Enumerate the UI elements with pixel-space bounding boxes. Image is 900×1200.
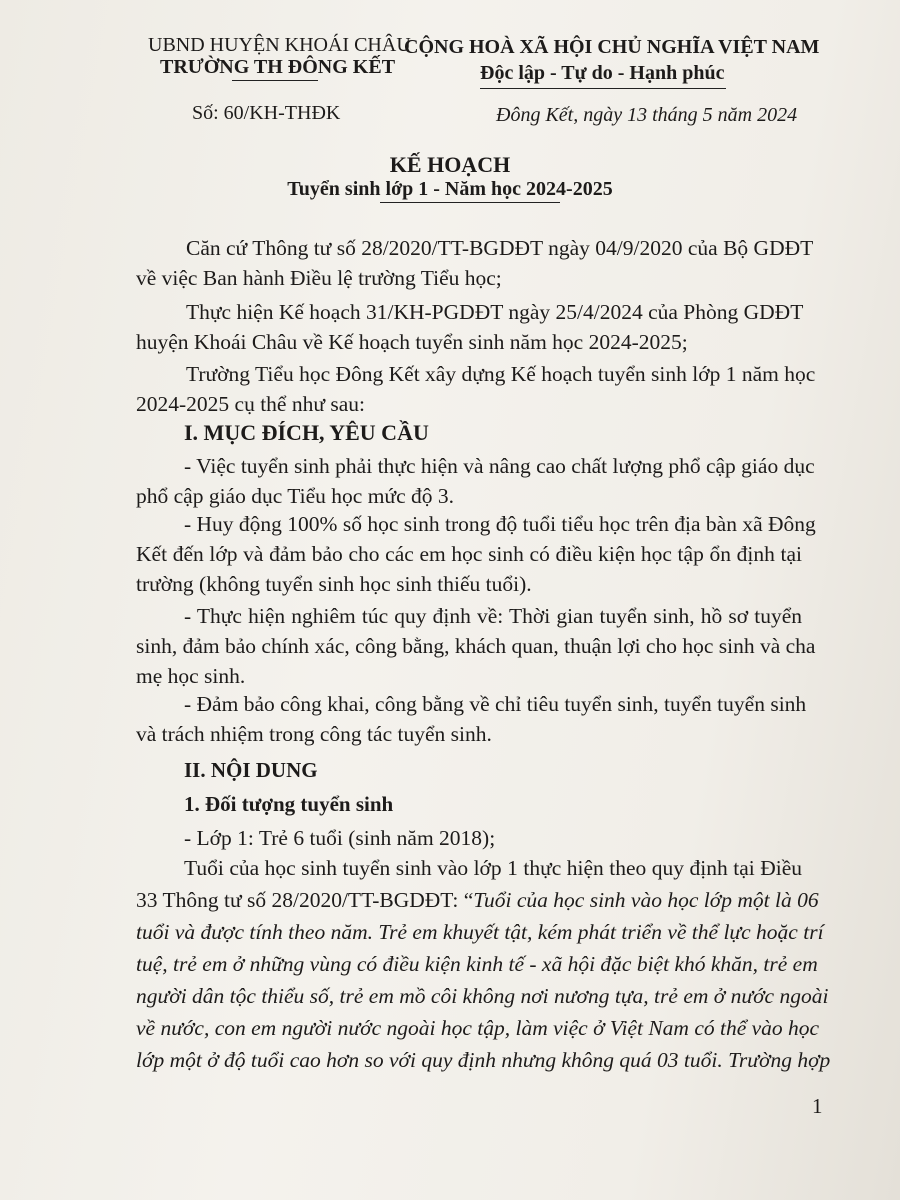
paragraph-line: mẹ học sinh. — [136, 664, 246, 688]
section-heading-1: I. MỤC ĐÍCH, YÊU CẦU — [184, 420, 429, 445]
quote-text: Tuổi của học sinh vào học lớp một là 06 — [473, 888, 819, 912]
paragraph-line: Kết đến lớp và đảm bảo cho các em học sinh có điều kiện học tập ổn định tại — [136, 542, 802, 566]
national-motto: Độc lập - Tự do - Hạnh phúc — [480, 62, 725, 84]
document-title: KẾ HOẠCH — [389, 152, 511, 177]
paragraph-line — [136, 888, 819, 913]
page-number: 1 — [812, 1094, 823, 1118]
paragraph-line: trường (không tuyển sinh học sinh thiếu tuổi). — [136, 572, 532, 596]
header-left-underline — [232, 80, 318, 81]
document-number: Số: 60/KH-THĐK — [192, 102, 341, 124]
school-name: TRƯỜNG TH ĐÔNG KẾT — [160, 56, 396, 78]
paragraph-line: - Việc tuyển sinh phải thực hiện và nâng cao chất lượng phổ cập giáo dục — [184, 454, 815, 478]
subsection-heading: 1. Đối tượng tuyển sinh — [184, 792, 394, 816]
paragraph-line: 2024-2025 cụ thể như sau: — [136, 392, 366, 416]
quote-line: người dân tộc thiểu số, trẻ em mồ côi không nơi nương tựa, trẻ em ở nước ngoài — [136, 984, 829, 1008]
national-title: CỘNG HOÀ XÃ HỘI CHỦ NGHĨA VIỆT NAM — [404, 36, 820, 58]
paragraph-line: Trường Tiểu học Đông Kết xây dựng Kế hoạch tuyển sinh lớp 1 năm học — [186, 362, 816, 386]
agency-name: UBND HUYỆN KHOÁI CHÂU — [148, 34, 411, 56]
motto-underline — [480, 88, 726, 89]
paragraph-line: huyện Khoái Châu về Kế hoạch tuyển sinh năm học 2024-2025; — [136, 330, 688, 354]
paragraph-line: sinh, đảm bảo chính xác, công bằng, khách quan, thuận lợi cho học sinh và cha — [136, 634, 816, 658]
quote-lead-text: 33 Thông tư số 28/2020/TT-BGDĐT: “ — [136, 888, 474, 912]
paragraph-line: - Huy động 100% số học sinh trong độ tuổi tiểu học trên địa bàn xã Đông — [184, 512, 816, 536]
document-date: Đông Kết, ngày 13 tháng 5 năm 2024 — [496, 104, 798, 126]
title-underline — [380, 202, 560, 203]
quote-line: tuổi và được tính theo năm. Trẻ em khuyết tật, kém phát triển về thể lực hoặc trí — [136, 920, 824, 944]
quote-line: về nước, con em người nước ngoài học tập, làm việc ở Việt Nam có thể vào học — [136, 1016, 820, 1040]
document-subtitle: Tuyển sinh lớp 1 - Năm học 2024-2025 — [287, 178, 613, 200]
paragraph-line: về việc Ban hành Điều lệ trường Tiểu học; — [136, 266, 502, 290]
paragraph-line: Thực hiện Kế hoạch 31/KH-PGDĐT ngày 25/4/2024 của Phòng GDĐT — [186, 300, 804, 324]
section-heading-2: II. NỘI DUNG — [184, 758, 318, 782]
paragraph-line: - Đảm bảo công khai, công bằng về chỉ tiêu tuyển sinh, tuyển tuyển sinh — [184, 692, 807, 716]
paragraph-line: và trách nhiệm trong công tác tuyển sinh. — [136, 722, 492, 746]
quote-line: tuệ, trẻ em ở những vùng có điều kiện kinh tế - xã hội đặc biệt khó khăn, trẻ em — [136, 952, 818, 976]
paragraph-line: phổ cập giáo dục Tiểu học mức độ 3. — [136, 484, 454, 508]
paragraph-line: - Thực hiện nghiêm túc quy định về: Thời gian tuyển sinh, hồ sơ tuyển — [184, 604, 802, 628]
quote-line: lớp một ở độ tuổi cao hơn so với quy định nhưng không quá 03 tuổi. Trường hợp — [136, 1048, 831, 1072]
paragraph-line: Tuổi của học sinh tuyển sinh vào lớp 1 thực hiện theo quy định tại Điều — [184, 856, 802, 880]
paragraph-line: Căn cứ Thông tư số 28/2020/TT-BGDĐT ngày 04/9/2020 của Bộ GDĐT — [186, 236, 814, 260]
paragraph-line: - Lớp 1: Trẻ 6 tuổi (sinh năm 2018); — [184, 826, 496, 850]
